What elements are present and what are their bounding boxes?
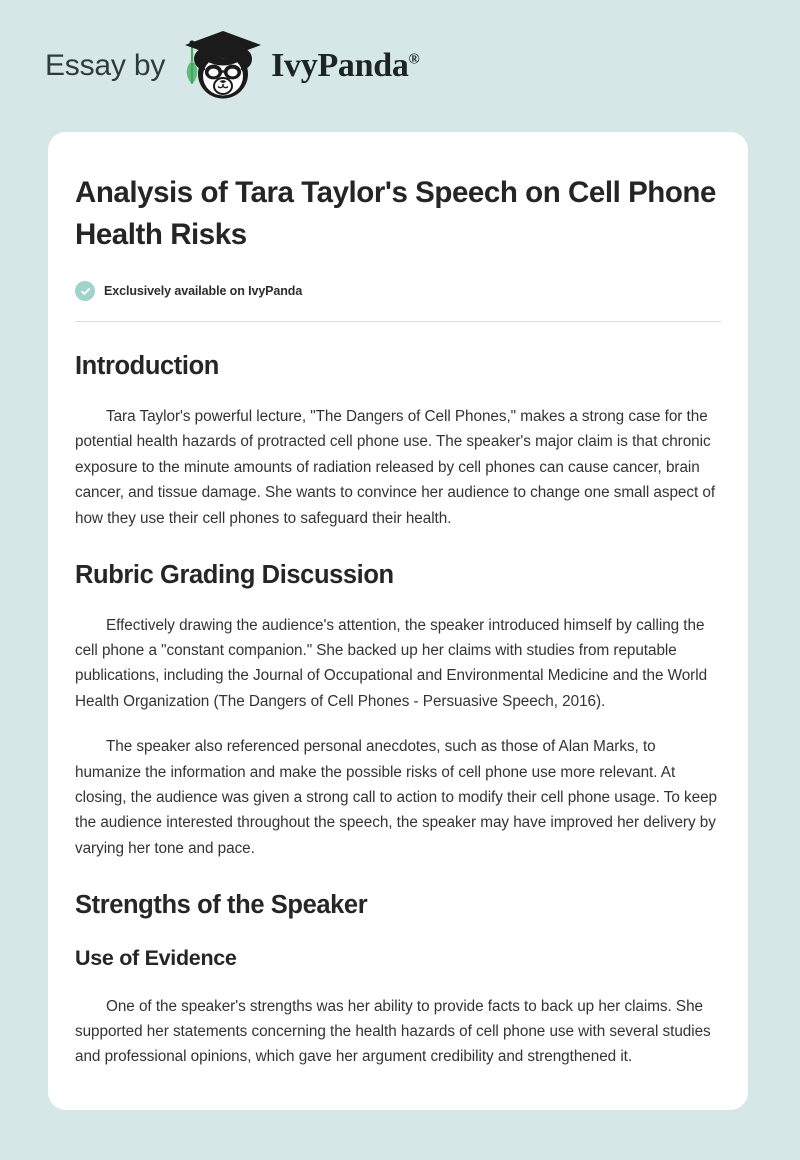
essay-content — [73, 172, 723, 1070]
section-heading-rubric-grading-discussion: Rubric Grading Discussion — [75, 560, 394, 589]
exclusivity-badge — [73, 281, 723, 301]
paragraph: The speaker also referenced personal anecdotes, such as those of Alan Marks, to humanize the information and make the possible risks of cell phone use more relevant. At closing, the audience was given a strong call to action to modify their cell phone usage. To keep the audience interested throughout the speech, the speaker may have improved her delivery by varying her tone and pace. — [75, 738, 717, 857]
exclusivity-badge-label: Exclusively available on IvyPanda — [104, 284, 303, 299]
brand-name-text: IvyPanda — [271, 47, 409, 84]
paragraph: Effectively drawing the audience's attention, the speaker introduced himself by calling the cell phone a "constant companion." She backed up her claims with studies from reputable publications, including the Journal of Occupational and Environmental Medicine and the World Health Organization (The Dangers of Cell Phones - Persuasive Speech, 2016). — [75, 616, 708, 710]
essay-paper-card — [48, 132, 748, 1110]
registered-trademark-symbol: ® — [408, 51, 420, 68]
ivypanda-wordmark — [271, 49, 419, 83]
essay-by-label: Essay by — [45, 49, 166, 82]
brand-lockup[interactable] — [45, 28, 419, 104]
site-header — [0, 0, 800, 132]
page-title: Analysis of Tara Taylor's Speech on Cell Phone Health Risks — [75, 176, 716, 252]
check-circle-icon — [75, 281, 95, 301]
paragraph: Tara Taylor's powerful lecture, "The Dangers of Cell Phones," makes a strong case for the potential health hazards of protracted cell phone use. The speaker's major claim is that chronic exposure to the minute amounts of radiation released by cell phones can cause cancer, brain cancer, and tissue damage. She wants to convince her audience to change one small aspect of how they use their cell phones to safeguard their health. — [75, 407, 716, 527]
subsection-heading-use-of-evidence: Use of Evidence — [75, 945, 237, 970]
section-heading-strengths-of-the-speaker: Strengths of the Speaker — [75, 891, 368, 920]
ivypanda-panda-graduate-logo-icon — [179, 28, 265, 102]
paragraph: One of the speaker's strengths was her ability to provide facts to back up her claims. She supported her statements concerning the health hazards of cell phone use with several studies and professional opinions, which gave her argument credibility and strengthened it. — [75, 997, 711, 1066]
section-heading-introduction: Introduction — [75, 352, 219, 381]
ivypanda-logo[interactable] — [179, 28, 419, 104]
title-divider — [75, 321, 721, 322]
